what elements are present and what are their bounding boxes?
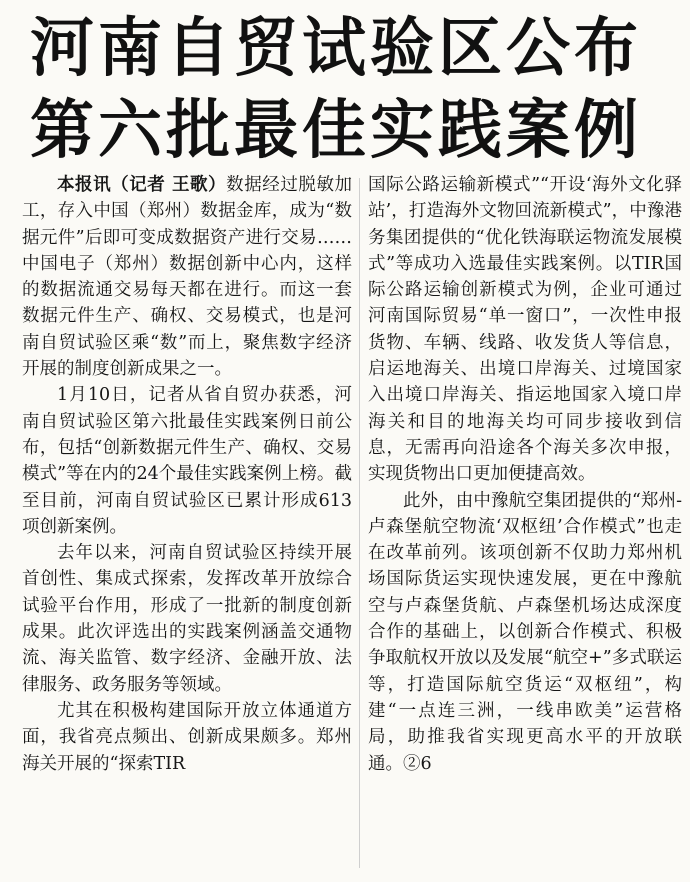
paragraph-4: 尤其在积极构建国际开放立体通道方面，我省亮点频出、创新成果颇多。郑州海关开展的“探索TIR [22, 700, 352, 774]
left-column [22, 172, 352, 777]
headline-line-2: 第六批最佳实践案例 [30, 94, 642, 168]
paragraph-4-continued: 国际公路运输新模式”“开设‘海外文化驿站’，打造海外文物回流新模式”，中豫港务集团提供的“优化铁海联运物流发展模式”等成功入选最佳实践案例。以TIR国际公路运输创新模式为例，企业可通过河南国际贸易“单一窗口”，一次性申报货物、车辆、线路、收发货人等信息，启运地海关、出境口岸海关、过境国家入出境口岸海关、指运地国家入境口岸海关和目的地海关均可同步接收到信息，无需再向沿途各个海关多次申报，实现货物出口更加便捷高效。 [368, 175, 682, 485]
byline: 本报讯（记者 王歌） [57, 175, 227, 195]
paragraph-5: 此外，由中豫航空集团提供的“郑州-卢森堡航空物流‘双枢纽’合作模式”也走在改革前列。该项创新不仅助力郑州机场国际货运实现快速发展，更在中豫航空与卢森堡货航、卢森堡机场达成深度合作的基础上，以创新合作模式、积极争取航权开放以及发展“航空+”多式联运等，打造国际航空货运“双枢纽”，构建“一点连三洲，一线串欧美”运营格局，助推我省实现更高水平的开放联通。②6 [368, 490, 682, 774]
right-column [368, 172, 682, 777]
paragraph-1 [22, 172, 352, 382]
paragraph-2: 1月10日，记者从省自贸办获悉，河南自贸试验区第六批最佳实践案例日前公布，包括“创新数据元件生产、确权、交易模式”等在内的24个最佳实践案例上榜。截至目前，河南自贸试验区已累计形成613项创新案例。 [22, 385, 352, 537]
column-divider [359, 178, 360, 868]
headline-line-1: 河南自贸试验区公布 [30, 12, 642, 86]
paragraph-3: 去年以来，河南自贸试验区持续开展首创性、集成式探索，发挥改革开放综合试验平台作用，形成了一批新的制度创新成果。此次评选出的实践案例涵盖交通物流、海关监管、数字经济、金融开放、法律服务、政务服务等领域。 [22, 543, 352, 695]
headline [30, 8, 670, 172]
paragraph-1-text: 数据经过脱敏加工，存入中国（郑州）数据金库，成为“数据元件”后即可变成数据资产进行交易……中国电子（郑州）数据创新中心内，这样的数据流通交易每天都在进行。而这一套数据元件生产、确权、交易模式，也是河南自贸试验区乘“数”而上，聚焦数字经济开展的制度创新成果之一。 [22, 175, 353, 380]
